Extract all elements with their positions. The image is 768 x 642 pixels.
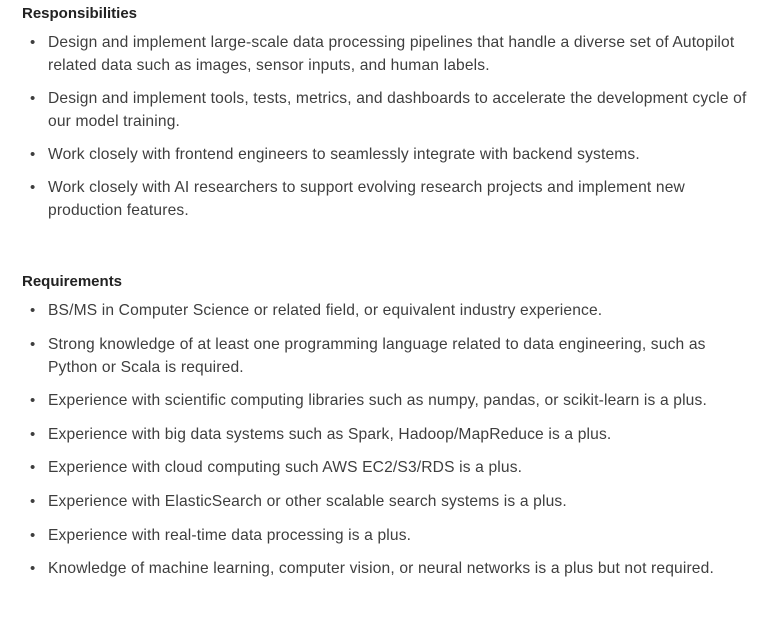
list-item [22, 456, 756, 479]
bullet-icon: • [30, 526, 36, 544]
bullet-icon: • [30, 492, 36, 510]
bullet-icon: • [30, 459, 36, 477]
list-item-text: Experience with cloud computing such AWS EC2/S3/RDS is a plus. [48, 459, 523, 477]
list-item-text: Experience with real-time data processing is a plus. [48, 526, 412, 544]
responsibilities-list [22, 31, 756, 222]
bullet-icon: • [30, 179, 36, 196]
requirements-heading: Requirements [22, 273, 123, 290]
responsibilities-heading: Responsibilities [22, 5, 138, 22]
list-item [22, 490, 756, 513]
list-item-text: Experience with ElasticSearch or other scalable search systems is a plus. [48, 492, 567, 510]
list-item-text: BS/MS in Computer Science or related field, or equivalent industry experience. [48, 302, 603, 319]
list-item [22, 389, 756, 412]
bullet-icon: • [30, 90, 36, 107]
list-item-text: Work closely with frontend engineers to seamlessly integrate with backend systems. [48, 146, 640, 163]
bullet-icon: • [30, 560, 36, 578]
list-item [22, 423, 756, 446]
list-item-text: Work closely with AI researchers to support evolving research projects and implement new production features. [48, 179, 685, 219]
list-item-text: Design and implement tools, tests, metrics, and dashboards to accelerate the development cycle of our model training. [48, 90, 747, 130]
bullet-icon: • [30, 392, 36, 410]
list-item-text: Knowledge of machine learning, computer vision, or neural networks is a plus but not required. [48, 560, 714, 578]
list-item [22, 299, 756, 322]
bullet-icon: • [30, 302, 36, 319]
list-item [22, 333, 756, 379]
list-item-text: Design and implement large-scale data processing pipelines that handle a diverse set of Autopilot related data such as images, sensor inputs, and human labels. [48, 34, 735, 74]
bullet-icon: • [30, 335, 36, 353]
job-description [22, 4, 756, 591]
list-item-text: Strong knowledge of at least one programming language related to data engineering, such as Python or Scala is required. [48, 335, 706, 376]
list-item [22, 524, 756, 547]
list-item-text: Experience with scientific computing libraries such as numpy, pandas, or scikit-learn is a plus. [48, 392, 707, 410]
bullet-icon: • [30, 34, 36, 51]
list-item-text: Experience with big data systems such as Spark, Hadoop/MapReduce is a plus. [48, 425, 612, 443]
list-item [22, 31, 756, 77]
list-item [22, 176, 756, 222]
bullet-icon: • [30, 425, 36, 443]
list-item [22, 557, 756, 580]
requirements-list [22, 299, 756, 580]
list-item [22, 87, 756, 133]
bullet-icon: • [30, 146, 36, 163]
list-item [22, 143, 756, 166]
